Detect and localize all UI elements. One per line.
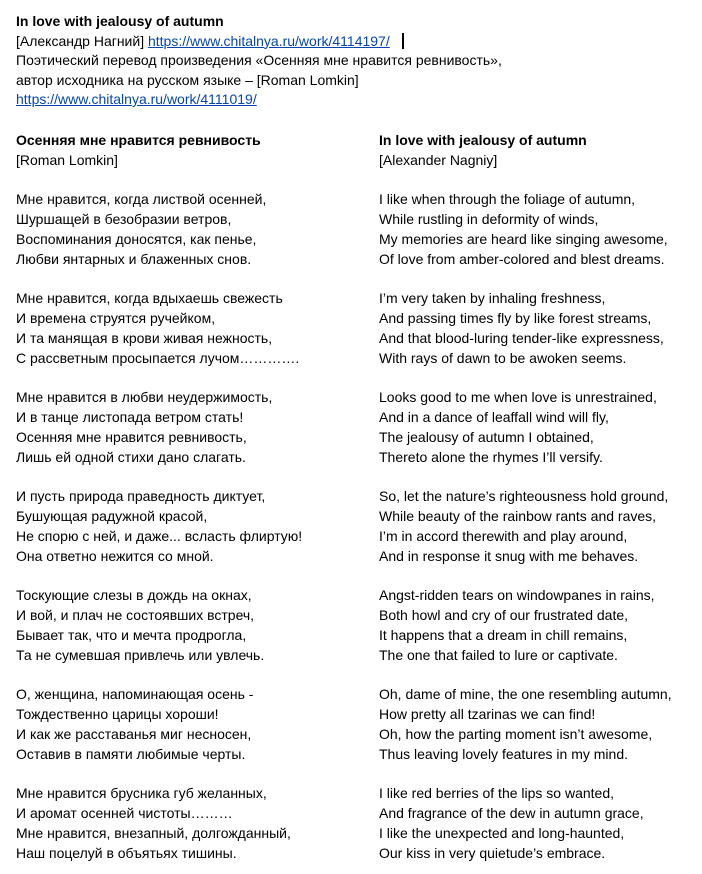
verse-line: It happens that a dream in chill remains,: [379, 626, 628, 643]
verse-line: И вой, и плач не состоявших встреч,: [16, 607, 255, 624]
verse-line: Мне нравится брусника губ желанных,: [16, 785, 267, 802]
original-link[interactable]: https://www.chitalnya.ru/work/4111019/: [16, 91, 257, 107]
verse-line: И пусть природа праведность диктует,: [16, 488, 266, 505]
verse-line: Both howl and cry of our frustrated date,: [379, 607, 629, 624]
stanza-gap: [16, 567, 366, 587]
stanza-ru-6: [16, 685, 366, 764]
stanza-en-5: [379, 586, 694, 665]
verse-line: Шуршащей в безобразии ветров,: [16, 211, 232, 228]
stanza-gap: [16, 171, 366, 191]
verse-line: Она ответно нежится со мной.: [16, 547, 214, 564]
verse-line: While rustling in deformity of winds,: [379, 211, 599, 228]
verse-line: And in response it snug with me behaves.: [379, 547, 639, 564]
stanza-gap: [16, 270, 366, 290]
translator-name: [Александр Нагний]: [16, 32, 145, 49]
document-header: [16, 12, 686, 110]
translation-note: Поэтический перевод произведения «Осенняя мне нравится ревнивость»,: [16, 52, 502, 68]
verse-line: I like the unexpected and long-haunted,: [379, 824, 625, 841]
verse-line: Thus leaving lovely features in my mind.: [379, 745, 628, 762]
verse-line: Осенняя мне нравится ревнивость,: [16, 428, 247, 445]
stanza-en-4: [379, 487, 694, 566]
original-link-line: [16, 90, 686, 110]
stanza-gap: [16, 666, 366, 686]
poem-title-ru: Осенняя мне нравится ревнивость: [16, 132, 261, 148]
verse-line: Бывает так, что и мечта продрогла,: [16, 626, 247, 643]
stanza-gap: [379, 567, 694, 587]
verse-line: Та не сумевшая привлечь или увлечь.: [16, 646, 265, 663]
verse-line: My memories are heard like singing awesome,: [379, 230, 668, 247]
verse-line: Бушующая радужной красой,: [16, 508, 208, 525]
stanza-gap: [16, 369, 366, 389]
translation-link[interactable]: https://www.chitalnya.ru/work/4114197/: [147, 32, 390, 49]
verse-line: Воспоминания доносятся, как пенье,: [16, 230, 257, 247]
stanza-ru-1: [16, 190, 366, 269]
verse-line: Angst-ridden tears on windowpanes in rains,: [379, 587, 655, 604]
stanza-en-6: [379, 685, 694, 764]
stanza-gap: [379, 765, 694, 785]
document-title: In love with jealousy of autumn: [16, 13, 224, 29]
verse-line: С рассветным просыпается лучом………….: [16, 349, 300, 366]
stanza-gap: [16, 468, 366, 488]
verse-line: Thereto alone the rhymes I’ll versify.: [379, 448, 603, 465]
verse-line: I like when through the foliage of autumn,: [379, 191, 636, 208]
stanza-gap: [16, 765, 366, 785]
stanza-ru-3: [16, 388, 366, 467]
verse-line: And fragrance of the dew in autumn grace,: [379, 805, 644, 822]
poem-title-en: In love with jealousy of autumn: [379, 132, 587, 148]
stanza-gap: [379, 369, 694, 389]
stanza-ru-5: [16, 586, 366, 665]
translator-line: [16, 32, 686, 52]
verse-line: И аромат осенней чистоты………: [16, 805, 233, 822]
stanza-en-2: [379, 289, 694, 368]
poem-author-ru: [Roman Lomkin]: [16, 151, 118, 168]
stanza-ru-2: [16, 289, 366, 368]
verse-line: The one that failed to lure or captivate.: [379, 646, 618, 663]
verse-line: И та манящая в крови живая нежность,: [16, 329, 273, 346]
english-poem-column: [379, 131, 694, 863]
verse-line: The jealousy of autumn I obtained,: [379, 428, 594, 445]
stanza-gap: [379, 171, 694, 191]
verse-line: I’m very taken by inhaling freshness,: [379, 290, 606, 307]
verse-line: I’m in accord therewith and play around,: [379, 527, 628, 544]
stanza-gap: [379, 666, 694, 686]
stanza-en-1: [379, 190, 694, 269]
verse-line: Мне нравится, когда листвой осенней,: [16, 191, 267, 208]
stanza-en-3: [379, 388, 694, 467]
stanza-ru-7: [16, 784, 366, 863]
verse-line: With rays of dawn to be awoken seems.: [379, 349, 627, 366]
verse-line: И времена струятся ручейком,: [16, 310, 216, 327]
verse-line: While beauty of the rainbow rants and raves,: [379, 508, 657, 525]
text-cursor: [402, 33, 404, 49]
stanza-gap: [379, 270, 694, 290]
verse-line: Мне нравится в любви неудержимость,: [16, 389, 273, 406]
original-author-note: автор исходника на русском языке – [Roman Lomkin]: [16, 71, 359, 88]
verse-line: Тождественно царицы хороши!: [16, 706, 219, 723]
verse-line: Лишь ей одной стихи дано слагать.: [16, 448, 246, 465]
verse-line: Тоскующие слезы в дождь на окнах,: [16, 587, 252, 604]
verse-line: So, let the nature’s righteousness hold ground,: [379, 488, 669, 505]
verse-line: Наш поцелуй в объятьях тишины.: [16, 844, 237, 861]
verse-line: Looks good to me when love is unrestrained,: [379, 389, 657, 406]
poem-author-en: [Alexander Nagniy]: [379, 151, 498, 168]
stanza-gap: [379, 468, 694, 488]
stanza-ru-4: [16, 487, 366, 566]
verse-line: Our kiss in very quietude’s embrace.: [379, 844, 606, 861]
verse-line: Не спорю с ней, и даже... всласть флиртую!: [16, 527, 303, 544]
verse-line: And passing times fly by like forest streams,: [379, 310, 652, 327]
verse-line: Oh, dame of mine, the one resembling autumn,: [379, 686, 672, 703]
verse-line: And that blood-luring tender-like expressness,: [379, 329, 664, 346]
verse-line: Мне нравится, когда вдыхаешь свежесть: [16, 290, 283, 307]
verse-line: I like red berries of the lips so wanted,: [379, 785, 615, 802]
verse-line: О, женщина, напоминающая осень -: [16, 686, 254, 703]
stanza-en-7: [379, 784, 694, 863]
verse-line: How pretty all tzarinas we can find!: [379, 706, 596, 723]
verse-line: Oh, how the parting moment isn’t awesome,: [379, 725, 653, 742]
verse-line: And in a dance of leaffall wind will fly,: [379, 409, 609, 426]
verse-line: Of love from amber-colored and blest dreams.: [379, 250, 665, 267]
verse-line: Мне нравится, внезапный, долгожданный,: [16, 824, 291, 841]
verse-line: Оставив в памяти любимые черты.: [16, 745, 246, 762]
russian-poem-column: [16, 131, 366, 863]
verse-line: Любви янтарных и блаженных снов.: [16, 250, 252, 267]
verse-line: И как же расставанья миг несносен,: [16, 725, 252, 742]
verse-line: И в танце листопада ветром стать!: [16, 409, 244, 426]
